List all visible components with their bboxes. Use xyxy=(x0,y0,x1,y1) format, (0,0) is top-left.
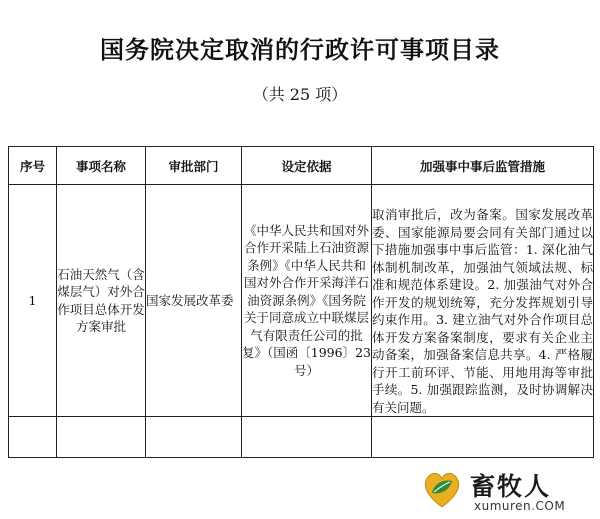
header-item-name: 事项名称 xyxy=(57,147,146,185)
cell-empty xyxy=(242,417,372,458)
cell-no: 1 xyxy=(9,185,57,417)
watermark-domain xyxy=(474,499,565,513)
table-row-next xyxy=(9,417,594,458)
header-department: 审批部门 xyxy=(146,147,242,185)
watermark xyxy=(420,467,590,515)
cell-empty xyxy=(9,417,57,458)
document-title: 国务院决定取消的行政许可事项目录 xyxy=(100,35,500,64)
header-basis: 设定依据 xyxy=(242,147,372,185)
header-measures: 加强事中事后监管措施 xyxy=(372,147,594,185)
cell-basis: 《中华人民共和国对外合作开采陆上石油资源条例》《中华人民共和国对外合作开采海洋石油资源条例》《国务院关于同意成立中联煤层气有限责任公司的批复》（国函〔1996〕23号） xyxy=(242,185,372,417)
cell-empty xyxy=(57,417,146,458)
cell-empty xyxy=(146,417,242,458)
domain-suffix: COM xyxy=(535,499,566,513)
domain-dot: . xyxy=(531,499,536,513)
watermark-logo-text: 畜牧人 xyxy=(470,472,552,501)
table-header-row xyxy=(9,147,594,185)
cell-item-name: 石油天然气（含煤层气）对外合作项目总体开发方案审批 xyxy=(57,185,146,417)
domain-prefix: xumuren xyxy=(474,499,532,513)
table-row xyxy=(9,185,594,417)
cell-empty xyxy=(372,417,594,458)
cell-measures xyxy=(372,185,594,417)
header-no: 序号 xyxy=(9,147,57,185)
document-subtitle: （共 25 项） xyxy=(252,85,348,104)
measures-text: 取消审批后，改为备案。国家发展改革委、国家能源局要会同有关部门通过以下措施加强事中事后监管：1. 深化油气体制机制改革，加强油气领域法规、标准和规范体系建设。2. 加强油气对外合作开发的规划统筹，充分发挥规划引导约束作用。3. 建立油气对外合作项目总体开发方案备案制度，要求有关企业主动备案，加强备案信息共享。4. 严格履行开工前环评、节能、用地用海等审批手续。5. 加强跟踪监测，及时协调解决有关问题。 xyxy=(372,207,593,415)
license-table xyxy=(8,146,594,458)
heart-leaf-logo-icon xyxy=(420,467,464,511)
cell-department: 国家发展改革委 xyxy=(146,185,242,417)
